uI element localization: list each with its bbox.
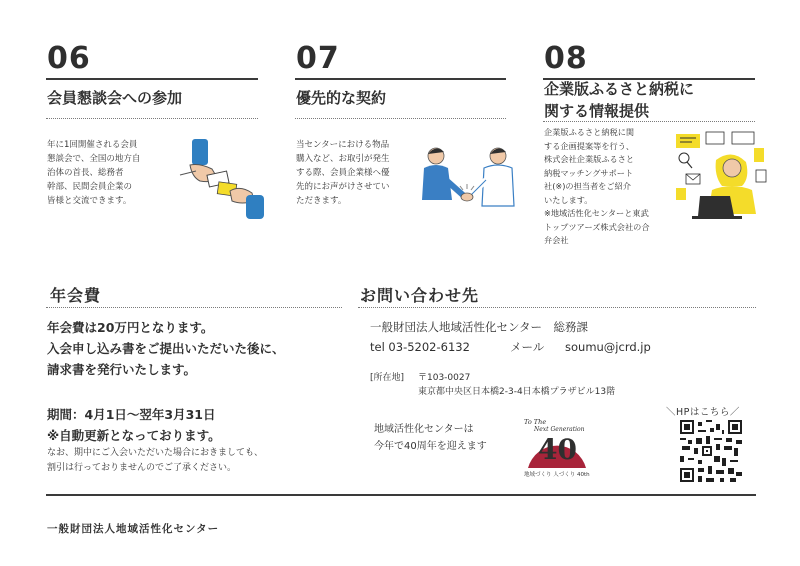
section-07-description: 当センターにおける物品 購入など、お取引が発生 する際、会員企業様へ優 先的にお声がけさせてい ただきます。 xyxy=(296,140,390,206)
contact-mail-label: メール xyxy=(510,340,545,354)
address-zip: 〒103-0027 xyxy=(418,373,471,383)
section-07-rule xyxy=(295,78,506,80)
logo-script-2: Next Generation xyxy=(534,426,585,433)
qr-code[interactable] xyxy=(680,420,742,482)
section-06-description: 年に1回開催される会員 懇談会で、全国の地方自 治体の首長、総務者 幹部、民間会員企業の 皆様と交流できます。 xyxy=(47,140,141,206)
logo-script-1: To The xyxy=(524,418,547,426)
section-08-divider xyxy=(543,121,755,122)
fee-heading: 年会費 xyxy=(50,286,102,305)
contact-tel: tel 03-5202-6132 xyxy=(370,340,470,354)
laptop-worker-illustration xyxy=(672,130,772,230)
footer-rule xyxy=(46,494,756,496)
section-07-number: 07 xyxy=(296,41,340,76)
contact-divider xyxy=(358,307,756,308)
section-08-title: 企業版ふるさと納税に 関する情報提供 xyxy=(544,80,695,120)
fee-body: 年会費は20万円となります。 入会申し込み書をご提出いただいた後に、 請求書を発行いたします。 xyxy=(47,320,285,377)
address-label: [所在地] xyxy=(370,373,405,383)
address-text: 東京都中央区日本橋2-3-4日本橋プラザビル13階 xyxy=(418,387,616,397)
hp-label: ＼HPはこちら／ xyxy=(666,407,740,418)
footer-organization: 一般財団法人地域活性化センター xyxy=(47,523,220,535)
logo-subtitle: 地域づくり 人づくり 40th xyxy=(524,472,590,478)
section-08-description: 企業版ふるさと納税に関 する企画提案等を行う、 株式会社企業版ふるさと 納税マッチングサポート 社(※)の担当者をご紹介 いたします。 ※地域活性化センターと東武 トップツアーズ株式会社の合 弁会社 xyxy=(544,127,650,245)
fee-period: 期間：4月1日～翌年3月31日 xyxy=(47,407,216,422)
section-07-title: 優先的な契約 xyxy=(296,89,387,107)
section-07-divider xyxy=(295,118,506,119)
exchanging-cards-illustration xyxy=(170,135,270,225)
anniversary-logo xyxy=(522,418,592,480)
fee-auto-renewal: ※自動更新となっております。 xyxy=(47,428,221,443)
section-06-rule xyxy=(46,78,258,80)
section-06-title: 会員懇談会への参加 xyxy=(47,89,183,107)
logo-number: 40 xyxy=(538,433,577,466)
section-06-divider xyxy=(46,118,258,119)
contact-heading: お問い合わせ先 xyxy=(360,286,480,305)
anniversary-text: 地域活性化センターは 今年で40周年を迎えます xyxy=(374,424,487,452)
fee-divider xyxy=(46,307,342,308)
contact-mail-link[interactable]: soumu@jcrd.jp xyxy=(565,340,651,354)
fee-note: なお、期中にご入会いただいた場合におきましても、 割引は行っておりませんのでご了承ください。 xyxy=(47,448,264,473)
handshake-illustration xyxy=(418,144,518,224)
section-06-number: 06 xyxy=(47,41,91,76)
section-08-number: 08 xyxy=(544,41,588,76)
contact-organization: 一般財団法人地域活性化センター 総務課 xyxy=(370,320,589,334)
